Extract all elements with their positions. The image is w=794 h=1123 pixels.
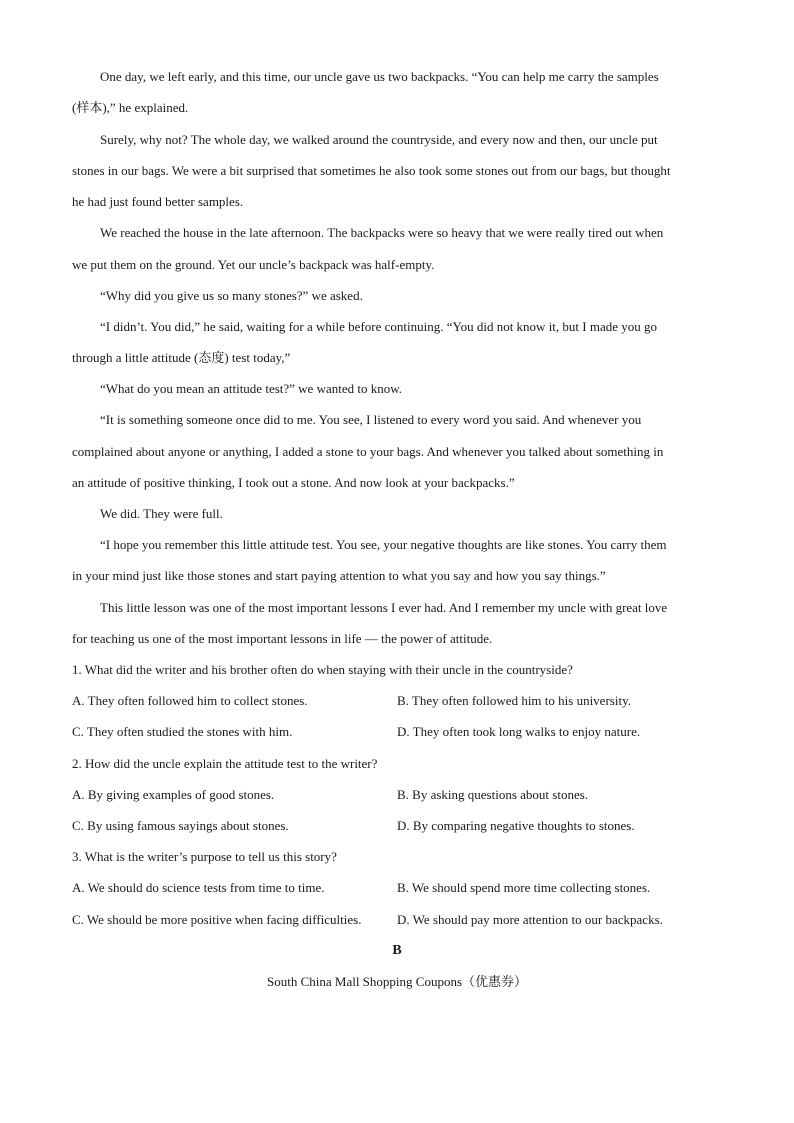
option-c: C. They often studied the stones with him. — [72, 724, 293, 739]
paragraph-line: This little lesson was one of the most important lessons I ever had. And I remember my uncle with great love — [100, 600, 668, 615]
section-label: B — [392, 943, 402, 958]
section-title: South China Mall Shopping Coupons（优惠券） — [266, 974, 528, 989]
paragraph-line: for teaching us one of the most important lessons in life — the power of attitude. — [72, 631, 493, 646]
option-d: D. They often took long walks to enjoy nature. — [397, 724, 641, 739]
paragraph-line: we put them on the ground. Yet our uncle’s backpack was half-empty. — [72, 257, 435, 272]
option-b: B. We should spend more time collecting stones. — [397, 880, 651, 895]
paragraph-line: (样本),” he explained. — [72, 100, 189, 115]
paragraph-line: in your mind just like those stones and start paying attention to what you say and how you say things.” — [72, 568, 606, 583]
paragraph-line: We did. They were full. — [100, 506, 223, 521]
question-stem: 1. What did the writer and his brother often do when staying with their uncle in the countryside? — [72, 662, 573, 677]
paragraph-line: One day, we left early, and this time, our uncle gave us two backpacks. “You can help me carry the samples — [100, 69, 659, 84]
option-a: A. They often followed him to collect stones. — [72, 693, 308, 708]
paragraph-line: through a little attitude (态度) test today,” — [72, 350, 291, 365]
paragraph-line: he had just found better samples. — [72, 194, 244, 209]
paragraph-line: “Why did you give us so many stones?” we asked. — [100, 288, 363, 303]
option-d: D. By comparing negative thoughts to stones. — [397, 818, 635, 833]
option-a: A. We should do science tests from time to time. — [72, 880, 325, 895]
paragraph-line: “I didn’t. You did,” he said, waiting for a while before continuing. “You did not know it, but I made you go — [100, 319, 658, 334]
paragraph-line: Surely, why not? The whole day, we walked around the countryside, and every now and then, our uncle put — [100, 132, 658, 147]
option-b: B. By asking questions about stones. — [397, 787, 589, 802]
paragraph-line: “I hope you remember this little attitude test. You see, your negative thoughts are like stones. You carry them — [100, 537, 667, 552]
option-d: D. We should pay more attention to our backpacks. — [397, 912, 663, 927]
option-c: C. By using famous sayings about stones. — [72, 818, 289, 833]
option-a: A. By giving examples of good stones. — [72, 787, 275, 802]
option-b: B. They often followed him to his university. — [397, 693, 631, 708]
option-c: C. We should be more positive when facing difficulties. — [72, 912, 362, 927]
paragraph-line: stones in our bags. We were a bit surprised that sometimes he also took some stones out from our bags, but thought — [72, 163, 671, 178]
paragraph-line: complained about anyone or anything, I added a stone to your bags. And whenever you talked about something in — [72, 444, 664, 459]
paragraph-line: an attitude of positive thinking, I took out a stone. And now look at your backpacks.” — [72, 475, 515, 490]
question-stem: 3. What is the writer’s purpose to tell us this story? — [72, 849, 337, 864]
paragraph-line: We reached the house in the late afternoon. The backpacks were so heavy that we were really tired out when — [100, 225, 664, 240]
question-stem: 2. How did the uncle explain the attitude test to the writer? — [72, 756, 378, 771]
paragraph-line: “It is something someone once did to me. You see, I listened to every word you said. And whenever you — [100, 412, 642, 427]
paragraph-line: “What do you mean an attitude test?” we wanted to know. — [100, 381, 403, 396]
